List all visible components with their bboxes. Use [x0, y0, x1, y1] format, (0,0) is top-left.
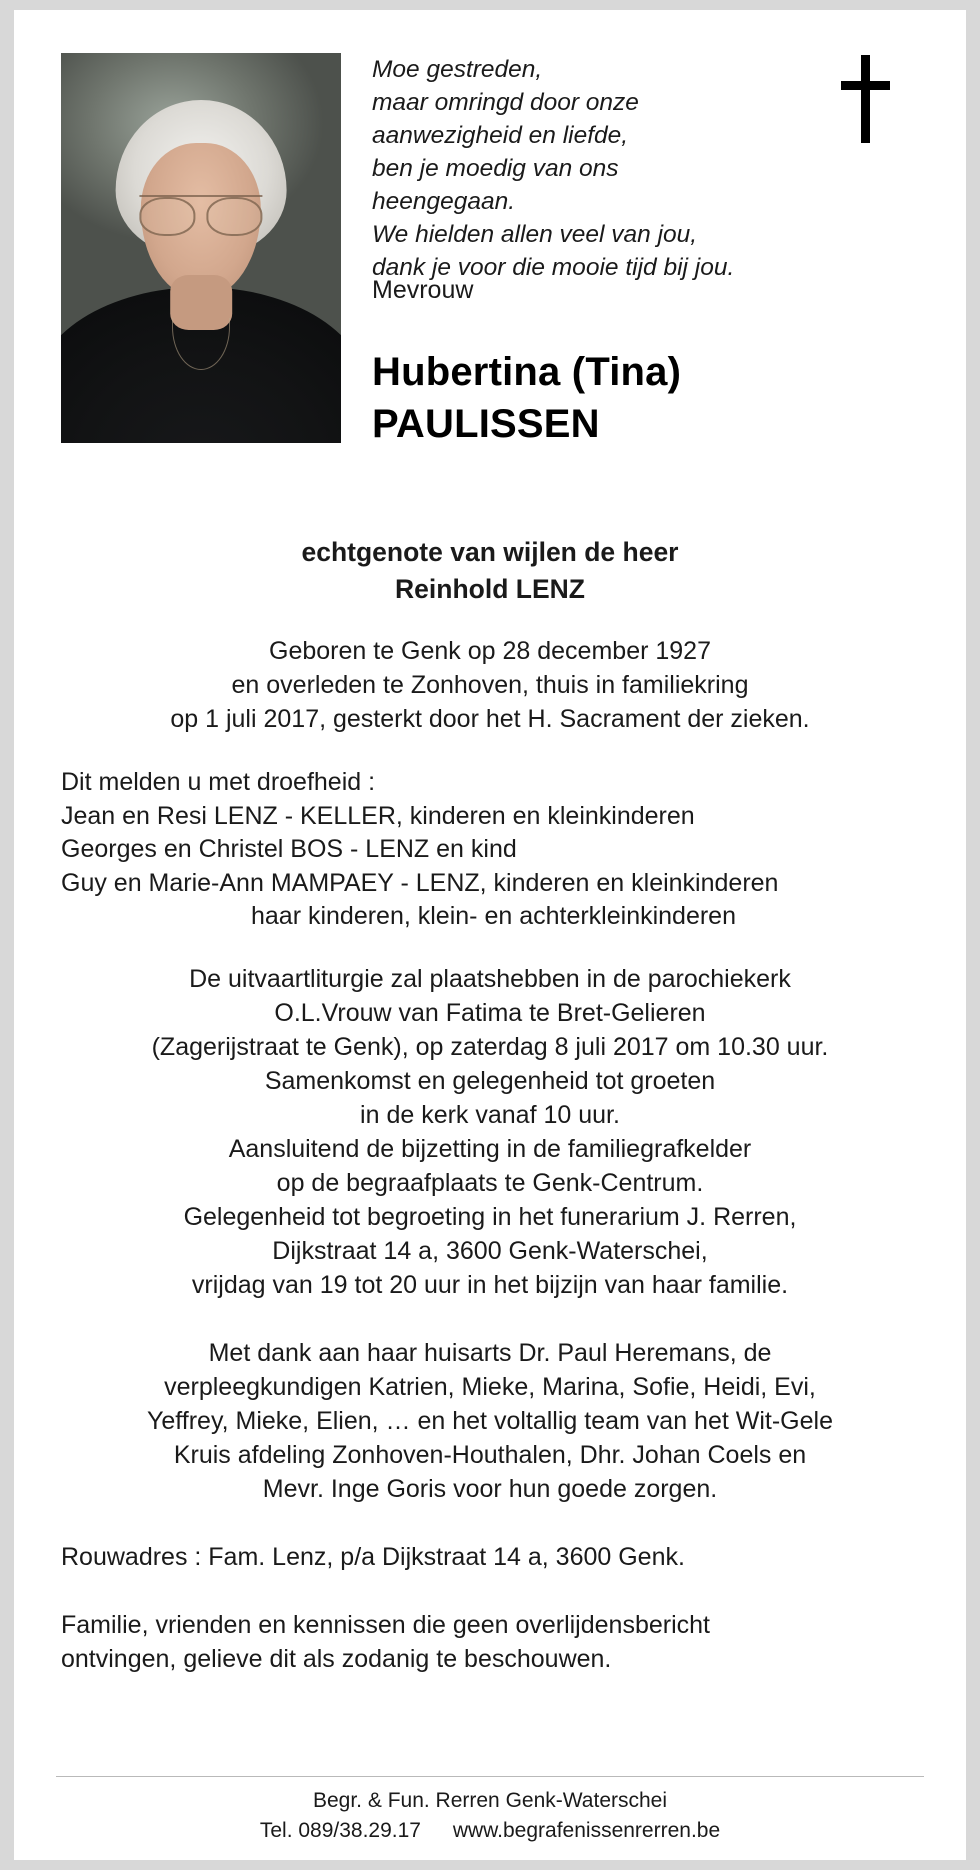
- portrait-photo: [61, 53, 341, 443]
- service-line: Aansluitend de bijzetting in de familiegrafkelder: [228, 1134, 752, 1163]
- spouse-line-2: Reinhold LENZ: [395, 574, 585, 604]
- birth-line: Geboren te Genk op 28 december 1927: [269, 637, 711, 665]
- service-line: vrijdag van 19 tot 20 uur in het bijzijn van haar familie.: [191, 1270, 789, 1299]
- poem-line: Moe gestreden,: [372, 56, 543, 83]
- service-line: Gelegenheid tot begroeting in het funerarium J. Rerren,: [183, 1202, 797, 1231]
- footer-company: Begr. & Fun. Rerren Genk-Waterschei: [312, 1789, 668, 1812]
- funeral-home-footer: [56, 1776, 924, 1846]
- card-header: [14, 10, 966, 480]
- announcement-intro: Dit melden u met droefheid :: [61, 768, 376, 796]
- poem-line: We hielden allen veel van jou,: [372, 221, 698, 248]
- service-line: O.L.Vrouw van Fatima te Bret-Gelieren: [274, 998, 706, 1027]
- service-line: De uitvaartliturgie zal plaatshebben in de parochiekerk: [189, 964, 791, 993]
- service-line: op de begraafplaats te Genk-Centrum.: [276, 1168, 704, 1197]
- poem-line: dank je voor die mooie tijd bij jou.: [372, 254, 735, 281]
- service-line: in de kerk vanaf 10 uur.: [360, 1100, 620, 1129]
- thanks-line: Kruis afdeling Zonhoven-Houthalen, Dhr. Johan Coels en: [173, 1440, 807, 1469]
- deceased-surname: PAULISSEN: [372, 402, 600, 446]
- poem-line: aanwezigheid en liefde,: [372, 122, 629, 149]
- deceased-given-name: Hubertina (Tina): [372, 350, 682, 394]
- general-notice: [14, 1608, 966, 1676]
- service-line: (Zagerijstraat te Genk), op zaterdag 8 juli 2017 om 10.30 uur.: [151, 1032, 829, 1061]
- thanks-line: Met dank aan haar huisarts Dr. Paul Heremans, de: [208, 1338, 772, 1367]
- footer-contact: [56, 1816, 924, 1846]
- poem-line: heengegaan.: [372, 188, 516, 215]
- notice-line: Familie, vrienden en kennissen die geen overlijdensbericht: [61, 1610, 710, 1639]
- poem-line: ben je moedig van ons: [372, 155, 619, 182]
- card-body: [14, 534, 966, 1676]
- service-line: Dijkstraat 14 a, 3600 Genk-Waterschei,: [272, 1236, 708, 1265]
- poem-text: [372, 53, 932, 284]
- thanks-line: Yeffrey, Mieke, Elien, … en het voltallig team van het Wit-Gele: [147, 1406, 833, 1435]
- family-closing: haar kinderen, klein- en achterkleinkinderen: [250, 902, 736, 930]
- death-date-line: op 1 juli 2017, gesterkt door het H. Sacrament der zieken.: [170, 705, 810, 733]
- footer-website[interactable]: www.begrafenissenrerren.be: [452, 1819, 721, 1842]
- family-line: Guy en Marie-Ann MAMPAEY - LENZ, kinderen en kleinkinderen: [61, 868, 779, 897]
- service-details: [14, 962, 966, 1302]
- thanks-line: verpleegkundigen Katrien, Mieke, Marina, Sofie, Heidi, Evi,: [164, 1372, 816, 1401]
- birth-death-info: [14, 634, 966, 736]
- portrait-glasses: [139, 195, 262, 232]
- memorial-card: [14, 10, 966, 1860]
- thanks-block: [14, 1336, 966, 1506]
- footer-phone: Tel. 089/38.29.17: [259, 1819, 421, 1842]
- family-line: Georges en Christel BOS - LENZ en kind: [61, 835, 517, 863]
- notice-line: ontvingen, gelieve dit als zodanig te beschouwen.: [61, 1644, 612, 1673]
- poem-line: maar omringd door onze: [372, 89, 639, 116]
- family-line: Jean en Resi LENZ - KELLER, kinderen en kleinkinderen: [61, 801, 695, 830]
- deceased-name: [372, 346, 681, 450]
- thanks-line: Mevr. Inge Goris voor hun goede zorgen.: [262, 1474, 718, 1503]
- salutation: Mevrouw: [372, 276, 474, 304]
- death-line: en overleden te Zonhoven, thuis in familiekring: [231, 671, 749, 699]
- service-line: Samenkomst en gelegenheid tot groeten: [264, 1066, 716, 1095]
- spouse-info: [14, 534, 966, 608]
- announcement-block: [14, 766, 966, 934]
- mourning-address: Rouwadres : Fam. Lenz, p/a Dijkstraat 14 a, 3600 Genk.: [61, 1542, 685, 1571]
- spouse-line-1: echtgenote van wijlen de heer: [301, 537, 679, 567]
